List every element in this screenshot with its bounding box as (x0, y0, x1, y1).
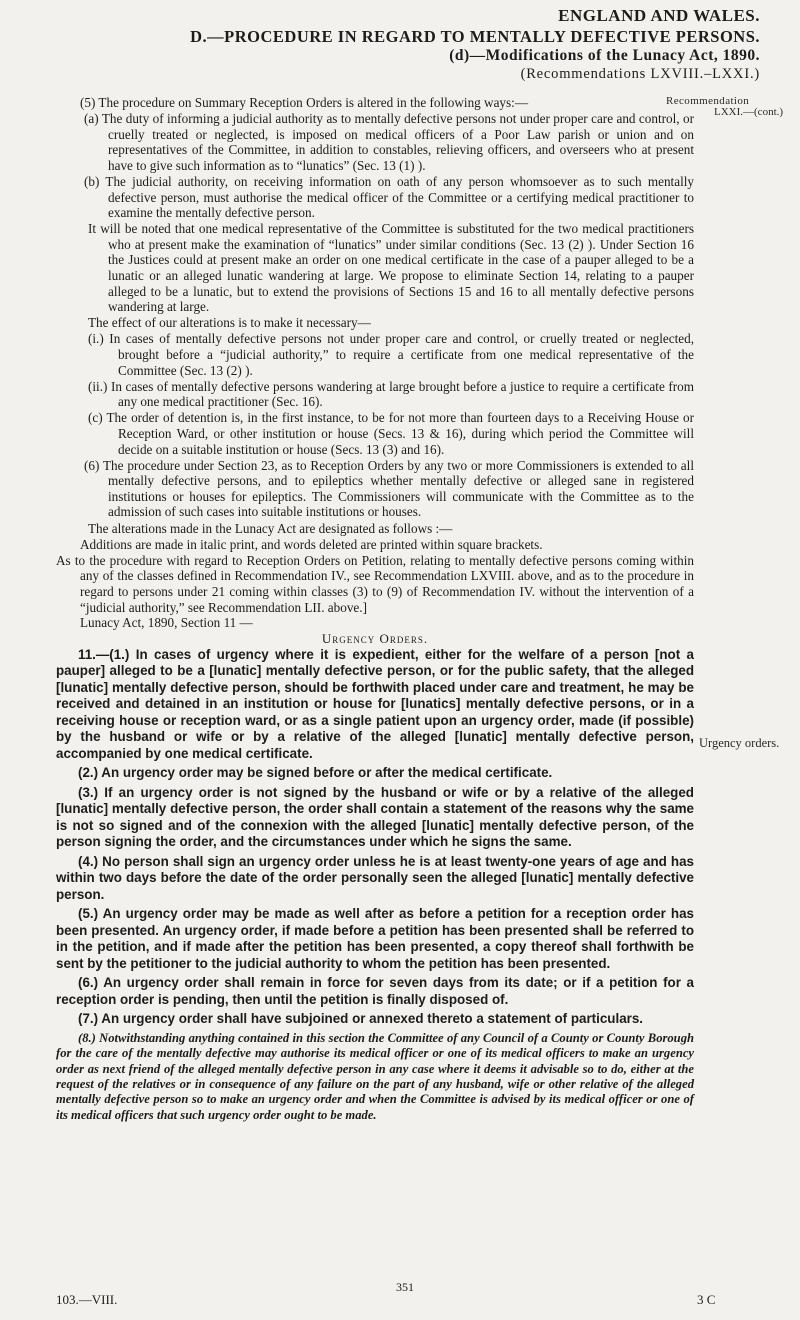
section-11-2: (2.) An urgency order may be signed before or after the medical certificate. (78, 765, 553, 781)
paragraph-5b: (b) The judicial authority, on receiving information on oath of any person whomsoever as to such mentally defective person, must authorise the medical officer of the Committee or a certifying medical practitioner to examine the mentally defective person. (84, 173, 694, 221)
header-recommendations-range: (Recommendations LXVIII.–LXXI.) (520, 66, 760, 82)
paragraph-6: (6) The procedure under Section 23, as to Reception Orders by any two or more Commissioners is extended to all mentally defective persons, and to epileptics whether mentally defective or alleged sane in registered institutions or houses for epileptics. The Commissioners will communicate with the Committee as to the admission of such cases into suitable institutions or houses. (84, 457, 694, 520)
section-11-1: 11.—(1.) In cases of urgency where it is expedient, either for the welfare of a person [not a pauper] alleged to be a [lunatic] mentally defective person, or for the public safety, that the alleged [lunatic] mentally defective person, should be forthwith placed under care and treatment, he may be received and detained in an institution or house for [lunatics] mentally defective persons, or in a receiving house or reception ward, or as a single patient upon an urgency order, made (if possible) by the husband or wife or by a relative of the alleged [lunatic] mentally defective person, accompanied by one medical certificate. (56, 646, 694, 761)
act-reference: Lunacy Act, 1890, Section 11 — (80, 615, 253, 631)
header-country: ENGLAND AND WALES. (558, 6, 760, 25)
footer-reference: 103.—VIII. (56, 1292, 118, 1307)
margin-note-recommendation-number: LXXI.—(cont.) (714, 106, 784, 118)
paragraph-additions: Additions are made in italic print, and words deleted are printed within square brackets. (80, 536, 543, 552)
section-11-5: (5.) An urgency order may be made as well after as before a petition for a reception order has been presented. An urgency order, if made before a petition has been presented shall be referred to in the petition, and if made after the petition has been presented, a copy thereof shall forthwith be sent by the petitioner to the judicial authority to whom the petition has been presented. (56, 906, 694, 971)
paragraph-item-ii: (ii.) In cases of mentally defective persons wandering at large brought before a justice to require a certificate from any one medical practitioner (Sec. 16). (88, 378, 694, 410)
margin-note-recommendation: Recommendation (666, 95, 750, 107)
paragraph-5: (5) The procedure on Summary Reception Orders is altered in the following ways:— (80, 95, 529, 110)
main-text (56, 95, 694, 1123)
paragraph-5c: (c) The order of detention is, in the first instance, to be for not more than fourteen days to a Receiving House or Reception Ward, or other institution or house (Secs. 13 & 16), during which period the Committee will decide on a suitable institution or house (Secs. 13 (3) and 16). (88, 410, 694, 457)
paragraph-5a: (a) The duty of informing a judicial authority as to mentally defective persons not under proper care and control, or cruelly treated or neglected, is imposed on medical officers of a Poor Law parish or union and on representatives of the Committee, in addition to constables, relieving officers, and overseers who at present have to give such information as to “lunatics” (Sec. 13 (1) ). (84, 111, 694, 173)
section-11-6: (6.) An urgency order shall remain in force for seven days from its date; or if a petition for a reception order is pending, then until the petition is finally disposed of. (56, 975, 694, 1007)
page-number: 351 (396, 1280, 414, 1294)
footer-signature-mark: 3 C (697, 1292, 716, 1307)
section-11-8-italic: (8.) Notwithstanding anything contained in this section the Committee of any Council of a County or County Borough for the care of the mentally defective may authorise its medical officer or one of its medical officers to make an urgency order as next friend of the alleged mentally defective person in any case where it deems it advisable so to do, either at the request of the relatives or in consequence of any failure on the part of any husband, wife or other relative of the alleged mentally defective person so to make an urgency order and when the Committee is advised by its medical officer or one of its medical officers that such urgency order ought to be made. (56, 1030, 694, 1122)
header-section-title: D.—PROCEDURE IN REGARD TO MENTALLY DEFECTIVE PERSONS. (190, 27, 760, 46)
act-heading: Urgency Orders. (321, 630, 429, 646)
section-11-3: (3.) If an urgency order is not signed by the husband or wife or by a relative of the alleged [lunatic] mentally defective person, the order shall contain a statement of the reasons why the same is not so signed and of the connexion with the alleged [lunatic] mentally defective person, of the person signing the order, and the circumstances under which he signs the same. (56, 784, 694, 850)
paragraph-item-i: (i.) In cases of mentally defective persons not under proper care and control, or cruelly treated or neglected, brought before a “judicial authority,” to require a certificate from one medical representative of the Committee (Sec. 13 (2) ). (88, 331, 694, 378)
paragraph-alterations: The alterations made in the Lunacy Act are designated as follows :— (88, 520, 453, 536)
paragraph-note-medical: It will be noted that one medical representative of the Committee is substituted for the two medical practitioners who at present make the examination of “lunatics” under similar conditions (Sec. 13 (2) ). Under Section 16 the Justices could at present make an order on one medical certificate in the case of a pauper alleged to be a lunatic or an alleged lunatic wandering at large. We propose to eliminate Section 14, relating to a pauper alleged to be a lunatic, but to extend the provisions of Sections 15 and 16 to all mentally defective persons wandering at large. (88, 221, 694, 315)
section-11-7: (7.) An urgency order shall have subjoined or annexed thereto a statement of particulars. (78, 1011, 644, 1027)
paragraph-effect: The effect of our alterations is to make it necessary— (88, 315, 371, 331)
margin-note-urgency-orders: Urgency orders. (699, 736, 780, 750)
paragraph-as-to-procedure: As to the procedure with regard to Reception Orders on Petition, relating to mentally defective persons coming within any of the classes defined in Recommendation IV., see Recommendation LXVIII. above, and as to the procedure in regard to persons under 21 coming within classes (3) to (9) of Recommendation IV. without the intervention of a “judicial authority,” see Recommendation LII. above.] (56, 552, 694, 615)
section-11-4: (4.) No person shall sign an urgency order unless he is at least twenty-one years of age and has within two days before the date of the order personally seen the alleged [lunatic] mentally defective person. (56, 853, 694, 902)
header-subsection-title: (d)—Modifications of the Lunacy Act, 1890. (449, 47, 760, 64)
